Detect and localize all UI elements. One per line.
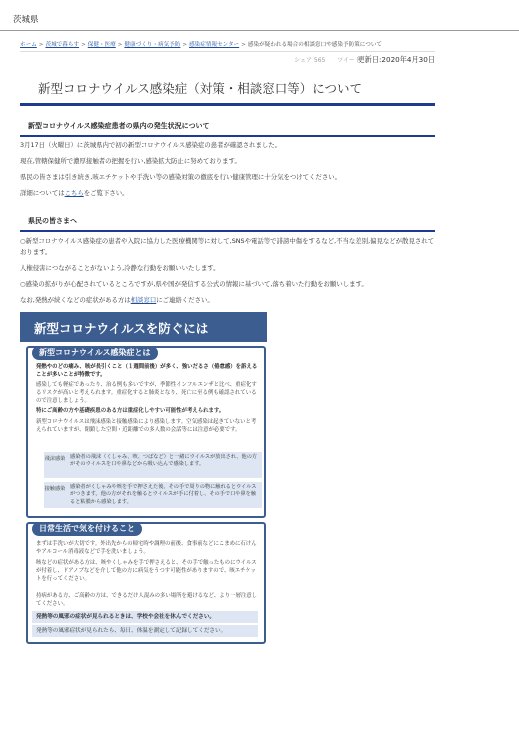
residents-p3: ○感染の拡がりが心配されているところですが,県や国が発信する公式の情報に基づいて,落ち着いた行動をお願いします。 bbox=[20, 280, 368, 288]
contact-text: 感染者がくしゃみや咳を手で押さえた後、その手で周りの物に触れるとウイルスがつきます。他の方がそれを触るとウイルスが手に付着し、その手で口や鼻を触ると粘膜から感染します。 bbox=[70, 484, 257, 505]
infographic-banner bbox=[20, 312, 267, 342]
daily-p1: まずは手洗いが大切です。外出先からの帰宅時や調理の前後、食事前などにこまめに石けんやアルコール消毒液などで手を洗いましょう。 bbox=[36, 541, 257, 556]
breadcrumb: ホーム > 茨城で暮らす > 保健・医療 > 健康づくり・病気予防 > 感染症情報センター > 感染が疑われる場合の相談窓口や感染予防策について bbox=[20, 42, 383, 48]
about-risk: 特にご高齢の方や基礎疾患のある方は重症化しやすい可能性が考えられます。 bbox=[36, 408, 225, 414]
tweet-button[interactable]: ツイート bbox=[337, 57, 361, 64]
divider bbox=[20, 51, 435, 52]
breadcrumb-prevention[interactable]: 健康づくり・病気予防 bbox=[124, 42, 181, 48]
share-button[interactable]: シェア 565 bbox=[294, 57, 326, 64]
details-link[interactable]: こちら bbox=[64, 189, 84, 197]
breadcrumb-health[interactable]: 保健・医療 bbox=[87, 42, 116, 48]
residents-p4: なお,発熱が続くなどの症状がある方は相談窓口にご連絡ください。 bbox=[20, 296, 214, 304]
daily-highlight-1: 発熱等の風邪の症状が見られるときは、学校や会社を休んでください。 bbox=[32, 611, 258, 623]
page-title: 新型コロナウイルス感染症（対策・相談窓口等）について bbox=[38, 81, 363, 96]
site-name[interactable]: 茨城県 bbox=[13, 15, 39, 25]
updated-date: 更新日:2020年4月30日 bbox=[357, 55, 435, 64]
about-tag: 新型コロナウイルス感染症とは bbox=[32, 346, 158, 360]
status-p3: 県民の皆さまは引き続き,咳エチケットや手洗い等の感染対策の徹底を行い健康管理に十分気をつけてください。 bbox=[20, 173, 341, 181]
section-heading-residents: 県民の皆さまへ bbox=[20, 212, 435, 232]
about-spread: 新型コロナウイルスは飛沫感染と接触感染により感染します。空気感染は起きていないと考えられていますが、閉鎖した空間・近距離での多人数の会話等には注意が必要です。 bbox=[36, 419, 257, 434]
infographic bbox=[20, 312, 267, 642]
daily-box bbox=[26, 522, 266, 644]
breadcrumb-infection-center[interactable]: 感染症情報センター bbox=[189, 42, 240, 48]
share-row bbox=[284, 55, 361, 64]
residents-p1: ○新型コロナウイルス感染症の患者や入院に協力した医療機関等に対して,SNSや電話等で誹謗中傷をするなど,不当な差別,偏見などが散見されております。 bbox=[20, 237, 435, 256]
status-p2: 現在,管轄保健所で濃厚接触者の把握を行い,感染拡大防止に努めております。 bbox=[20, 157, 241, 165]
daily-p2: 咳などの症状がある方は、咳やくしゃみを手で押さえると、その手で触ったものにウイルスが付着し、ドアノブなどを介して他の方に病気をうつす可能性がありますので、咳エチケットを行ってください。 bbox=[36, 560, 257, 583]
status-p4: 詳細についてはこちらをご覧下さい。 bbox=[20, 189, 129, 197]
residents-p2: 人権侵害につながることがないよう,冷静な行動をお願いいたします。 bbox=[20, 264, 220, 272]
breadcrumb-living[interactable]: 茨城で暮らす bbox=[45, 42, 80, 48]
infographic-title: 新型コロナウイルスを防ぐには bbox=[34, 321, 209, 336]
droplet-text: 感染者の飛沫（くしゃみ、咳、つばなど）と一緒にウイルスが放出され、他の方がそのウイルスを口や鼻などから吸い込んで感染します。 bbox=[70, 454, 258, 468]
contact-label: 接触感染 bbox=[44, 486, 66, 492]
droplet-box bbox=[44, 452, 262, 478]
status-p1: 3月17日（火曜日）に茨城県内で初の新型コロナウイルス感染症の患者が確認されました。 bbox=[20, 141, 282, 149]
daily-tag: 日常生活で気を付けること bbox=[32, 522, 142, 536]
site-header bbox=[0, 0, 519, 31]
page-title-box bbox=[20, 71, 435, 106]
droplet-label: 飛沫感染 bbox=[44, 456, 66, 462]
daily-highlight-2: 発熱等の風邪症状が見られたら、毎日、体温を測定して記録してください。 bbox=[32, 625, 258, 637]
breadcrumb-home[interactable]: ホーム bbox=[20, 42, 37, 48]
daily-p3: 持病がある方、ご高齢の方は、できるだけ人混みの多い場所を避けるなど、より一層注意してください。 bbox=[36, 593, 258, 608]
about-body: 感染しても軽症であったり、治る例も多いですが、季節性インフルエンザと比べ、重症化するリスクが高いと考えられます。重症化すると肺炎となり、死亡に至る例も確認されているので注意しましょう。 bbox=[36, 382, 257, 405]
about-box bbox=[26, 346, 266, 518]
section-heading-status: 新型コロナウイルス感染症患者の県内の発生状況について bbox=[20, 117, 435, 137]
consultation-link[interactable]: 相談窓口 bbox=[130, 296, 157, 304]
breadcrumb-current: 感染が疑われる場合の相談窓口や感染予防策について bbox=[247, 42, 383, 48]
contact-box bbox=[44, 482, 262, 508]
about-lead: 発熱やのどの痛み、咳が長引くこと（１週間前後）が多く、強いだるさ（倦怠感）を訴えることが多いことが特徴です。 bbox=[36, 364, 258, 379]
